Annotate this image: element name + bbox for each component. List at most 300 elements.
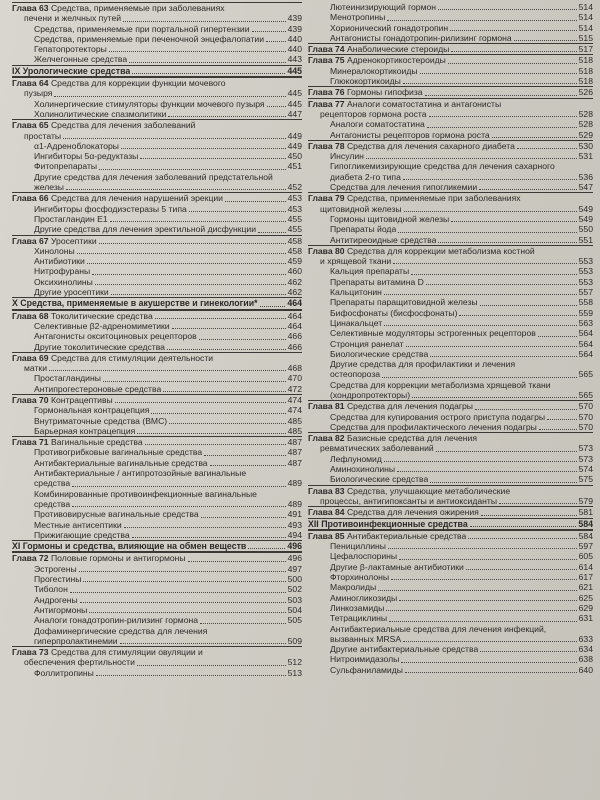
toc-entry-title: IX Урологические средства bbox=[12, 65, 131, 76]
toc-entry bbox=[12, 141, 302, 151]
toc-entry bbox=[12, 287, 302, 297]
toc-entry-title: Глава 66 Средства для лечения нарушений эрекции bbox=[12, 193, 223, 204]
toc-entry bbox=[308, 593, 593, 603]
toc-chapter-entry bbox=[308, 400, 593, 411]
dot-leader bbox=[79, 571, 286, 572]
dot-leader bbox=[388, 548, 577, 549]
dot-leader bbox=[438, 242, 576, 243]
toc-page-number: 553 bbox=[578, 276, 593, 287]
dot-leader bbox=[430, 482, 576, 483]
toc-entry-title: Средства, применяемые при портальной гипертензии bbox=[34, 23, 250, 34]
dot-leader bbox=[387, 20, 576, 21]
toc-entry-title: Цефалоспорины bbox=[330, 551, 398, 562]
toc-entry bbox=[12, 584, 302, 594]
toc-entry bbox=[308, 474, 593, 484]
dot-leader bbox=[393, 263, 576, 264]
dot-leader bbox=[459, 315, 576, 316]
toc-entry bbox=[308, 23, 593, 33]
toc-entry-title: Гормоны щитовидной железы bbox=[330, 213, 450, 224]
toc-page-number: 464 bbox=[287, 298, 302, 309]
toc-entry bbox=[308, 551, 593, 561]
dot-leader bbox=[201, 517, 286, 518]
dot-leader bbox=[514, 40, 577, 41]
dot-leader bbox=[397, 471, 577, 472]
toc-entry bbox=[308, 12, 593, 22]
toc-chapter-entry bbox=[308, 245, 593, 256]
toc-entry-title: Глава 69 Средства для стимуляции деятельности bbox=[12, 352, 214, 363]
dot-leader bbox=[168, 116, 285, 117]
toc-entry bbox=[12, 214, 302, 224]
toc-entry bbox=[12, 204, 302, 214]
toc-entry bbox=[308, 582, 593, 592]
toc-page-number: 547 bbox=[578, 182, 593, 193]
dot-leader bbox=[188, 561, 286, 562]
toc-page-number: 575 bbox=[578, 474, 593, 485]
dot-leader bbox=[72, 506, 285, 507]
toc-page-number: 500 bbox=[287, 574, 302, 585]
toc-page-number: 464 bbox=[287, 310, 302, 321]
toc-entry-title: Антибиотики bbox=[34, 256, 85, 267]
toc-entry bbox=[308, 224, 593, 234]
toc-entry-title: Антагонисты окситоциновых рецепторов bbox=[34, 331, 197, 342]
dot-leader bbox=[109, 51, 286, 52]
toc-entry bbox=[12, 109, 302, 119]
dot-leader bbox=[430, 356, 576, 357]
dot-leader bbox=[391, 579, 577, 580]
dot-leader bbox=[121, 148, 286, 149]
toc-entry-title: Антибактериальные средства для лечения инфекций, bbox=[330, 623, 547, 634]
toc-entry bbox=[12, 416, 302, 426]
toc-entry-title: X Средства, применяемые в акушерстве и гинекологии* bbox=[12, 298, 258, 309]
toc-entry-title: Макролиды bbox=[330, 582, 377, 593]
toc-entry-title: Глава 78 Средства для лечения сахарного диабета bbox=[308, 140, 515, 151]
toc-entry bbox=[12, 34, 302, 44]
toc-entry bbox=[12, 478, 302, 488]
toc-entry-title: остеопороза bbox=[330, 369, 381, 380]
toc-entry bbox=[12, 373, 302, 383]
toc-page-number: 570 bbox=[578, 421, 593, 432]
dot-leader bbox=[386, 610, 576, 611]
toc-entry-title: Средства для коррекции метаболизма хрящевой ткани bbox=[330, 379, 551, 390]
dot-leader bbox=[80, 602, 286, 603]
dot-leader bbox=[499, 503, 577, 504]
toc-page-number: 449 bbox=[287, 130, 302, 141]
dot-leader bbox=[539, 429, 577, 430]
dot-leader bbox=[49, 370, 286, 371]
toc-entry-title: Аминогликозиды bbox=[330, 592, 398, 603]
toc-entry bbox=[308, 33, 593, 43]
toc-entry bbox=[12, 530, 302, 540]
toc-page-number: 557 bbox=[578, 287, 593, 298]
toc-page-number: 451 bbox=[287, 161, 302, 172]
toc-entry bbox=[308, 256, 593, 266]
dot-leader bbox=[426, 284, 577, 285]
dot-leader bbox=[172, 328, 286, 329]
toc-page-number: 553 bbox=[578, 266, 593, 277]
toc-entry-title: Антитиреоидные средства bbox=[330, 234, 437, 245]
dot-leader bbox=[403, 83, 577, 84]
toc-page-number: 440 bbox=[287, 44, 302, 55]
dot-leader bbox=[151, 413, 285, 414]
toc-entry-title: Прижигающие средства bbox=[34, 529, 130, 540]
toc-page-number: 638 bbox=[578, 654, 593, 665]
dot-leader bbox=[163, 391, 285, 392]
toc-page-number: 633 bbox=[578, 633, 593, 644]
dot-leader bbox=[448, 63, 577, 64]
toc-page-number: 458 bbox=[287, 235, 302, 246]
toc-entry bbox=[12, 509, 302, 519]
toc-page-number: 505 bbox=[287, 615, 302, 626]
toc-chapter-entry bbox=[12, 119, 302, 130]
toc-chapter-entry bbox=[308, 530, 593, 541]
dot-leader bbox=[252, 31, 286, 32]
dot-leader bbox=[451, 221, 576, 222]
toc-entry bbox=[308, 182, 593, 192]
toc-entry-title: Селективные модуляторы эстрогенных рецепторов bbox=[330, 328, 536, 339]
toc-page-number: 526 bbox=[578, 87, 593, 98]
toc-entry-title: средства bbox=[34, 498, 71, 509]
dot-leader bbox=[89, 612, 285, 613]
dot-leader bbox=[140, 158, 285, 159]
toc-chapter-entry bbox=[12, 394, 302, 405]
toc-page-number: 466 bbox=[287, 341, 302, 352]
toc-entry-title: XII Противоинфекционные средства bbox=[308, 518, 468, 529]
toc-page-number: 528 bbox=[578, 108, 593, 119]
dot-leader bbox=[132, 537, 286, 538]
toc-entry bbox=[308, 665, 593, 675]
toc-entry-title: Гормональная контрацепция bbox=[34, 405, 150, 416]
dot-leader bbox=[466, 569, 577, 570]
toc-entry bbox=[12, 489, 302, 499]
dot-leader bbox=[429, 116, 577, 117]
toc-entry-title: вызванных MRSA bbox=[330, 633, 402, 644]
toc-entry-title: Лютеинизирующий гормон bbox=[330, 2, 437, 12]
toc-chapter-entry bbox=[308, 86, 593, 97]
toc-entry-title: обеспечения фертильности bbox=[24, 657, 135, 668]
toc-entry bbox=[308, 422, 593, 432]
toc-page-number: 530 bbox=[578, 140, 593, 151]
toc-entry bbox=[12, 24, 302, 34]
toc-entry-title: простаты bbox=[24, 130, 62, 141]
toc-entry bbox=[308, 109, 593, 119]
toc-page-number: 574 bbox=[578, 464, 593, 475]
toc-entry-title: Хинолоны bbox=[34, 245, 75, 256]
toc-page-number: 489 bbox=[287, 478, 302, 489]
toc-entry bbox=[12, 256, 302, 266]
toc-chapter-entry bbox=[308, 98, 593, 109]
toc-column-right bbox=[308, 2, 593, 675]
dot-leader bbox=[54, 96, 285, 97]
toc-page-number: 452 bbox=[287, 182, 302, 193]
toc-entry bbox=[308, 454, 593, 464]
dot-leader bbox=[225, 201, 286, 202]
toc-page-number: 496 bbox=[287, 541, 302, 552]
dot-leader bbox=[92, 274, 285, 275]
toc-page-number: 584 bbox=[578, 530, 593, 541]
toc-entry bbox=[12, 13, 302, 23]
dot-leader bbox=[420, 73, 577, 74]
toc-entry-title: Хорионический гонадотропин bbox=[330, 22, 449, 33]
toc-entry-title: печени и желчных путей bbox=[24, 13, 122, 24]
toc-page-number: 559 bbox=[578, 307, 593, 318]
dot-leader bbox=[124, 527, 286, 528]
toc-entry bbox=[12, 363, 302, 373]
dot-leader bbox=[87, 263, 286, 264]
toc-entry-title: Глава 85 Антибактериальные средства bbox=[308, 530, 467, 541]
toc-entry bbox=[308, 359, 593, 369]
dot-leader bbox=[412, 397, 577, 398]
toc-page-number: 579 bbox=[578, 495, 593, 506]
dot-leader bbox=[120, 643, 286, 644]
toc-entry-title: Другие уросептики bbox=[34, 287, 109, 298]
toc-entry bbox=[12, 605, 302, 615]
dot-leader bbox=[475, 409, 577, 410]
toc-page-number: 464 bbox=[287, 320, 302, 331]
toc-entry bbox=[308, 287, 593, 297]
toc-page-number: 474 bbox=[287, 405, 302, 416]
toc-entry bbox=[12, 636, 302, 646]
toc-entry bbox=[12, 657, 302, 667]
dot-leader bbox=[200, 623, 286, 624]
toc-page-number: 487 bbox=[287, 457, 302, 468]
toc-entry-title: Эстрогены bbox=[34, 563, 77, 574]
toc-page-number: 617 bbox=[578, 572, 593, 583]
toc-entry bbox=[308, 349, 593, 359]
toc-page-number: 518 bbox=[578, 55, 593, 66]
toc-entry bbox=[12, 131, 302, 141]
toc-entry bbox=[12, 277, 302, 287]
toc-entry-title: Фоллитропины bbox=[34, 667, 94, 678]
toc-entry bbox=[12, 54, 302, 64]
dot-leader bbox=[384, 325, 576, 326]
toc-entry bbox=[308, 603, 593, 613]
toc-page-number: 634 bbox=[578, 644, 593, 655]
toc-entry-title: Холинергические стимуляторы функции мочевого пузыря bbox=[34, 98, 265, 109]
toc-page-number: 605 bbox=[578, 551, 593, 562]
toc-entry-title: Другие β-лактамные антибиотики bbox=[330, 561, 464, 572]
dot-leader bbox=[451, 51, 576, 52]
dot-leader bbox=[468, 538, 576, 539]
toc-chapter-entry bbox=[12, 2, 302, 13]
toc-chapter-entry bbox=[12, 352, 302, 363]
dot-leader bbox=[123, 21, 286, 22]
toc-entry bbox=[12, 520, 302, 530]
dot-leader bbox=[167, 349, 286, 350]
toc-entry bbox=[12, 161, 302, 171]
toc-entry-title: Линкозамиды bbox=[330, 602, 385, 613]
toc-entry bbox=[308, 369, 593, 379]
toc-page-number: 513 bbox=[287, 667, 302, 678]
toc-chapter-entry bbox=[308, 485, 593, 496]
toc-chapter-entry bbox=[12, 646, 302, 657]
toc-entry-title: и хрящевой ткани bbox=[320, 256, 392, 267]
toc-page-number: 460 bbox=[287, 266, 302, 277]
toc-section-heading bbox=[12, 65, 302, 77]
toc-page-number: 514 bbox=[578, 12, 593, 23]
toc-entry bbox=[12, 342, 302, 352]
toc-section-heading bbox=[12, 297, 302, 309]
toc-page-number: 565 bbox=[578, 389, 593, 400]
toc-page-number: 573 bbox=[578, 443, 593, 454]
toc-entry bbox=[308, 172, 593, 182]
toc-entry bbox=[12, 668, 302, 678]
toc-page-number: 449 bbox=[287, 140, 302, 151]
toc-entry-title: Тетрациклины bbox=[330, 613, 388, 624]
toc-entry-title: Менотропины bbox=[330, 12, 386, 23]
toc-chapter-entry bbox=[12, 552, 302, 563]
toc-page-number: 625 bbox=[578, 592, 593, 603]
toc-page-number: 468 bbox=[287, 363, 302, 374]
toc-entry-title: Фитопрепараты bbox=[34, 161, 98, 172]
toc-page-number: 549 bbox=[578, 213, 593, 224]
toc-entry-title: Антагонисты гонадотропин-рилизинг гормона bbox=[330, 32, 512, 43]
toc-entry bbox=[308, 214, 593, 224]
toc-entry bbox=[308, 151, 593, 161]
toc-entry-title: Глава 80 Средства для коррекции метаболизма костной bbox=[308, 245, 535, 256]
dot-leader bbox=[411, 274, 576, 275]
dot-leader bbox=[63, 138, 286, 139]
toc-page-number: 529 bbox=[578, 129, 593, 140]
dot-leader bbox=[199, 339, 286, 340]
dot-leader bbox=[267, 106, 286, 107]
toc-entry-title: Антибактериальные вагинальные средства bbox=[34, 457, 208, 468]
toc-page-number: 489 bbox=[287, 498, 302, 509]
toc-entry-title: Нитроимидазолы bbox=[330, 654, 400, 665]
toc-entry-title: Противогрибковые вагинальные средства bbox=[34, 447, 203, 458]
toc-entry-title: Цинакальцет bbox=[330, 317, 383, 328]
toc-entry-title: Глюкокортикоиды bbox=[330, 76, 401, 87]
toc-page-number: 549 bbox=[578, 203, 593, 214]
toc-page-number: 439 bbox=[287, 13, 302, 24]
toc-chapter-entry bbox=[308, 506, 593, 517]
toc-entry-title: Антипрогестероновые средства bbox=[34, 383, 162, 394]
toc-entry bbox=[308, 277, 593, 287]
toc-chapter-entry bbox=[12, 310, 302, 321]
toc-entry-title: (хондропротекторы) bbox=[330, 389, 411, 400]
dot-leader bbox=[436, 451, 577, 452]
toc-page-number: 474 bbox=[287, 394, 302, 405]
toc-entry-title: Ингибиторы фосфодиэстеразы 5 типа bbox=[34, 203, 187, 214]
dot-leader bbox=[260, 306, 286, 307]
toc-entry-title: Биологические средства bbox=[330, 474, 429, 485]
toc-entry-title: Прогестины bbox=[34, 574, 82, 585]
toc-entry bbox=[12, 321, 302, 331]
toc-page-number: 518 bbox=[578, 65, 593, 76]
toc-entry bbox=[308, 161, 593, 171]
toc-entry-title: Гепатопротекторы bbox=[34, 44, 107, 55]
toc-page-number: 514 bbox=[578, 2, 593, 12]
toc-chapter-entry bbox=[308, 43, 593, 54]
toc-entry bbox=[308, 119, 593, 129]
toc-entry-title: ревматических заболеваний bbox=[320, 443, 434, 454]
dot-leader bbox=[405, 672, 577, 673]
toc-entry bbox=[308, 308, 593, 318]
toc-page-number: 629 bbox=[578, 602, 593, 613]
toc-entry bbox=[308, 412, 593, 422]
toc-entry bbox=[308, 2, 593, 12]
toc-entry bbox=[12, 266, 302, 276]
toc-page-number: 445 bbox=[287, 88, 302, 99]
dot-leader bbox=[406, 346, 577, 347]
toc-entry bbox=[308, 130, 593, 140]
toc-entry-title: средства bbox=[34, 478, 71, 489]
toc-page-number: 496 bbox=[287, 553, 302, 564]
toc-page-number: 550 bbox=[578, 224, 593, 235]
toc-page-number: 640 bbox=[578, 664, 593, 675]
toc-entry bbox=[308, 318, 593, 328]
toc-chapter-entry bbox=[12, 235, 302, 246]
toc-section-heading bbox=[12, 540, 302, 552]
toc-entry bbox=[308, 266, 593, 276]
toc-page-number: 459 bbox=[287, 256, 302, 267]
toc-entry bbox=[12, 172, 302, 182]
dot-leader bbox=[145, 444, 286, 445]
toc-page-number: 491 bbox=[287, 509, 302, 520]
toc-entry-title: Глава 67 Уросептики bbox=[12, 235, 97, 246]
toc-entry-title: пузыря bbox=[24, 88, 53, 99]
dot-leader bbox=[129, 62, 286, 63]
toc-entry-title: Селективные β2-адреномиметики bbox=[34, 320, 170, 331]
toc-entry-title: Глава 76 Гормоны гипофиза bbox=[308, 87, 423, 98]
dot-leader bbox=[137, 665, 286, 666]
toc-entry-title: рецепторов гормона роста bbox=[320, 108, 427, 119]
toc-page-number: 631 bbox=[578, 613, 593, 624]
toc-entry-title: Инсулин bbox=[330, 151, 364, 162]
toc-page-number: 466 bbox=[287, 331, 302, 342]
toc-page-number: 455 bbox=[287, 224, 302, 235]
dot-leader bbox=[481, 515, 577, 516]
toc-page-number: 528 bbox=[578, 119, 593, 130]
dot-leader bbox=[204, 455, 285, 456]
toc-entry-title: Простагландин E1 bbox=[34, 213, 108, 224]
toc-entry-title: Антигормоны bbox=[34, 604, 88, 615]
toc-entry-title: Кальция препараты bbox=[330, 266, 410, 277]
toc-page-number: 445 bbox=[287, 65, 302, 76]
toc-entry-title: Другие антибактериальные средства bbox=[330, 644, 479, 655]
dot-leader bbox=[169, 423, 285, 424]
toc-page-number: 497 bbox=[287, 563, 302, 574]
dot-leader bbox=[403, 641, 577, 642]
dot-leader bbox=[72, 486, 285, 487]
toc-entry-title: Стронция ранелат bbox=[330, 338, 404, 349]
toc-entry-title: Антибактериальные / антипротозойные вагинальные bbox=[34, 468, 247, 479]
toc-entry bbox=[308, 443, 593, 453]
toc-entry bbox=[12, 182, 302, 192]
toc-entry bbox=[308, 644, 593, 654]
toc-entry bbox=[12, 405, 302, 415]
toc-entry bbox=[12, 468, 302, 478]
toc-entry-title: Глава 83 Средства, улучшающие метаболические bbox=[308, 485, 511, 496]
toc-page-number: 551 bbox=[578, 234, 593, 245]
toc-entry bbox=[308, 76, 593, 86]
toc-entry bbox=[308, 66, 593, 76]
dot-leader bbox=[438, 9, 577, 10]
toc-entry-title: Биологические средства bbox=[330, 348, 429, 359]
toc-entry-title: XI Гормоны и средства, влияющие на обмен веществ bbox=[12, 541, 247, 552]
toc-entry bbox=[12, 246, 302, 256]
toc-page-number: 470 bbox=[287, 373, 302, 384]
dot-leader bbox=[480, 651, 576, 652]
dot-leader bbox=[258, 232, 286, 233]
dot-leader bbox=[403, 179, 577, 180]
toc-entry bbox=[12, 499, 302, 509]
toc-entry-title: Аналоги гонадотропин-рилизинг гормона bbox=[34, 615, 199, 626]
toc-entry-title: железы bbox=[34, 182, 64, 193]
toc-entry-title: Аналоги соматостатина bbox=[330, 119, 425, 130]
dot-leader bbox=[96, 675, 286, 676]
toc-entry-title: Глава 84 Средства для лечения ожирения bbox=[308, 507, 479, 518]
toc-entry bbox=[12, 99, 302, 109]
